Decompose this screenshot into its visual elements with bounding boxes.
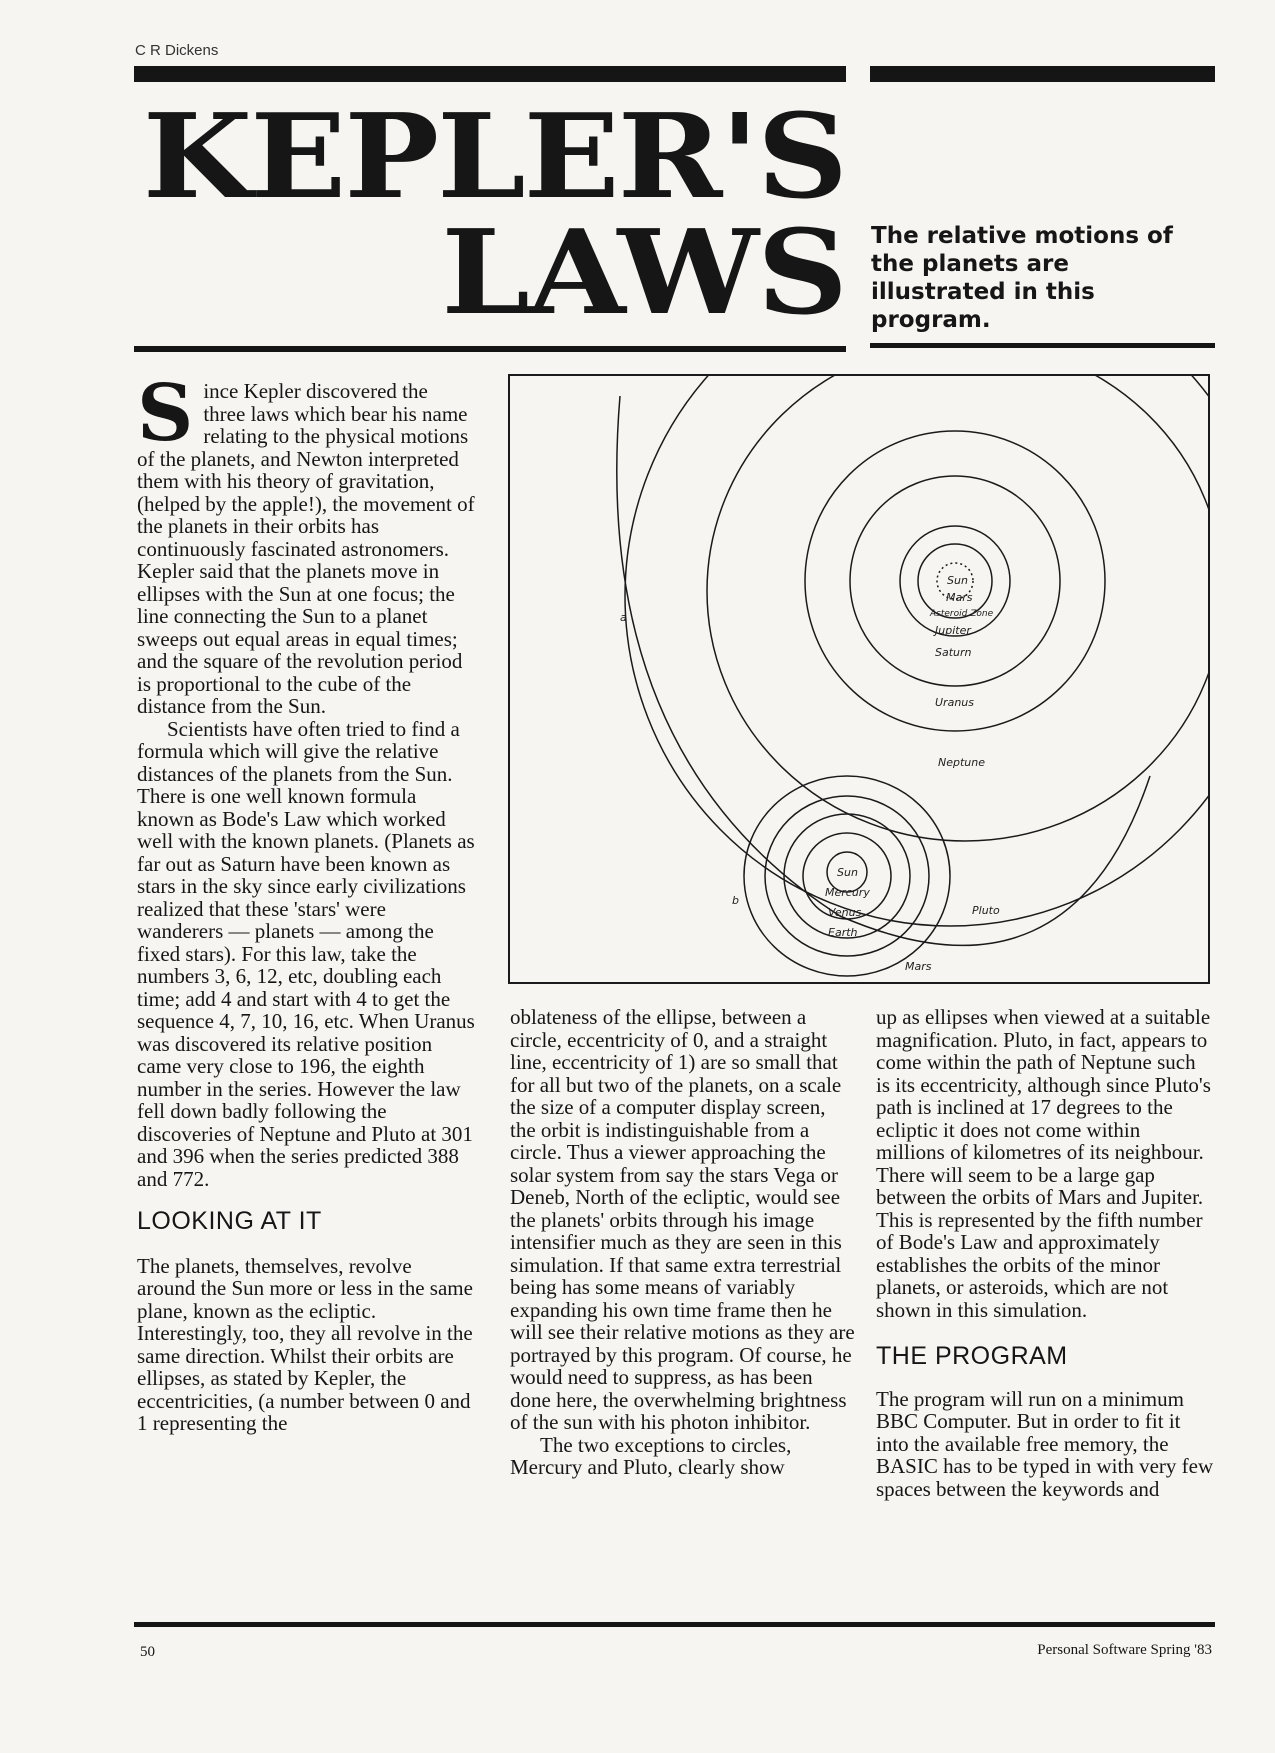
drop-cap: S <box>137 368 194 459</box>
col3-paragraph-2: The program will run on a minimum BBC Computer. But in order to fit it into the available free memory, the BASIC has to be typed in with very few spaces between the keywords and <box>876 1386 1214 1501</box>
col2-paragraph-1: oblateness of the ellipse, between a circle, eccentricity of 0, and a straight line, eccentricity of 1) are so small that for all but two of the planets, on a scale the size of a computer display screen, the orbit is indistinguishable from a circle. Thus a viewer approaching the solar system from say the stars Vega or Deneb, North of the ecliptic, would see the planets' orbits through his image intensifier much as they are seen in this simulation. If that same extra terrestrial being has some means of variably expanding his own time frame then he will see their relative motions as they are portrayed by this program. Of course, he would need to suppress, as has been done here, the overwhelming brightness of the sun with his photon inhibitor. <box>510 1005 855 1434</box>
label-neptune: Neptune <box>938 756 986 769</box>
label-asteroid-zone: Asteroid Zone <box>930 609 994 619</box>
heading-looking-at-it: LOOKING AT IT <box>137 1207 322 1235</box>
col3-paragraph-1: up as ellipses when viewed at a suitable magnification. Pluto, in fact, appears to come within the path of Neptune such is its eccentricity, although since Pluto's path is inclined at 17 degrees to the ecliptic it does not come within millions of kilometres of its neighbour. There will seem to be a large gap between the orbits of Mars and Jupiter. This is represented by the fifth number of Bode's Law and approximately establishes the orbits of the minor planets, or asteroids, which are not shown in this simulation. <box>876 1005 1211 1322</box>
col1-paragraph-2: Scientists have often tried to find a formula which will give the relative distances of the planets from the Sun. There is one well known formula known as Bode's Law which worked well with the known planets. (Planets as far out as Saturn have been known as stars in the sky since early civilizations realized that these 'stars' were wanderers — planets — among the fixed stars). For this law, take the numbers 3, 6, 12, etc, doubling each time; add 4 and start with 4 to get the sequence 4, 7, 10, 16, etc. When Uranus was discovered its relative position came very close to 196, the eighth number in the series. However the law fell down badly following the discoveries of Neptune and Pluto at 301 and 396 when the series predicted 388 and 772. <box>137 716 475 1191</box>
label-sun-outer: Sun <box>947 574 968 587</box>
page-number: 50 <box>140 1644 155 1660</box>
label-venus: Venus <box>828 906 862 919</box>
label-mercury: Mercury <box>825 886 870 899</box>
top-rule-left <box>134 66 846 82</box>
magazine-name: Personal Software Spring '83 <box>1037 1642 1212 1658</box>
col1-paragraph-3: The planets, themselves, revolve around the Sun more or less in the same plane, known as the ecliptic. Interestingly, too, they all revolve in the same direction. Whilst their orbits are ellipses, as stated by Kepler, the eccentricities, (a number between 0 and 1 representing the <box>137 1253 473 1435</box>
column-1 <box>137 368 475 1612</box>
headline-rule-left <box>134 346 846 352</box>
label-mars-inner: Mars <box>905 960 932 973</box>
byline: C R Dickens <box>135 42 219 59</box>
orbit-diagram <box>510 376 1208 982</box>
top-rule-right <box>870 66 1215 82</box>
headline-rule-right <box>870 343 1215 348</box>
label-earth: Earth <box>828 926 858 939</box>
headline-line-2: LAWS <box>441 204 846 341</box>
label-jupiter: Jupiter <box>935 624 971 637</box>
solar-system-figure <box>508 374 1210 984</box>
label-mars-outer: Mars <box>946 591 973 604</box>
label-b: b <box>732 894 739 907</box>
label-pluto: Pluto <box>972 904 1000 917</box>
standfirst: The relative motions of the planets are illustrated in this program. <box>871 223 1173 333</box>
label-saturn: Saturn <box>935 646 972 659</box>
footer-rule <box>134 1622 1215 1627</box>
col1-paragraph-1: ince Kepler discovered the three laws which bear his name relating to the physical motions of the planets, and Newton interpreted them with his theory of gravitation, (helped by the apple!), the movement of the planets in their orbits has continuously fascinated astronomers. Kepler said that the planets move in ellipses with the Sun at one focus; the line connecting the Sun to a planet sweeps out equal areas in equal times; and the square of the revolution period is proportional to the cube of the distance from the Sun. <box>137 379 475 718</box>
column-2 <box>510 1006 855 1479</box>
orbit-pluto <box>617 396 1150 945</box>
label-a: a <box>620 611 627 624</box>
heading-the-program: THE PROGRAM <box>876 1342 1068 1370</box>
label-sun-inner: Sun <box>837 866 858 879</box>
col2-paragraph-2: The two exceptions to circles, Mercury and Pluto, clearly show <box>510 1432 792 1479</box>
column-3 <box>876 1006 1214 1500</box>
label-uranus: Uranus <box>935 696 974 709</box>
headline-line-1: KEPLER'S <box>142 88 846 225</box>
